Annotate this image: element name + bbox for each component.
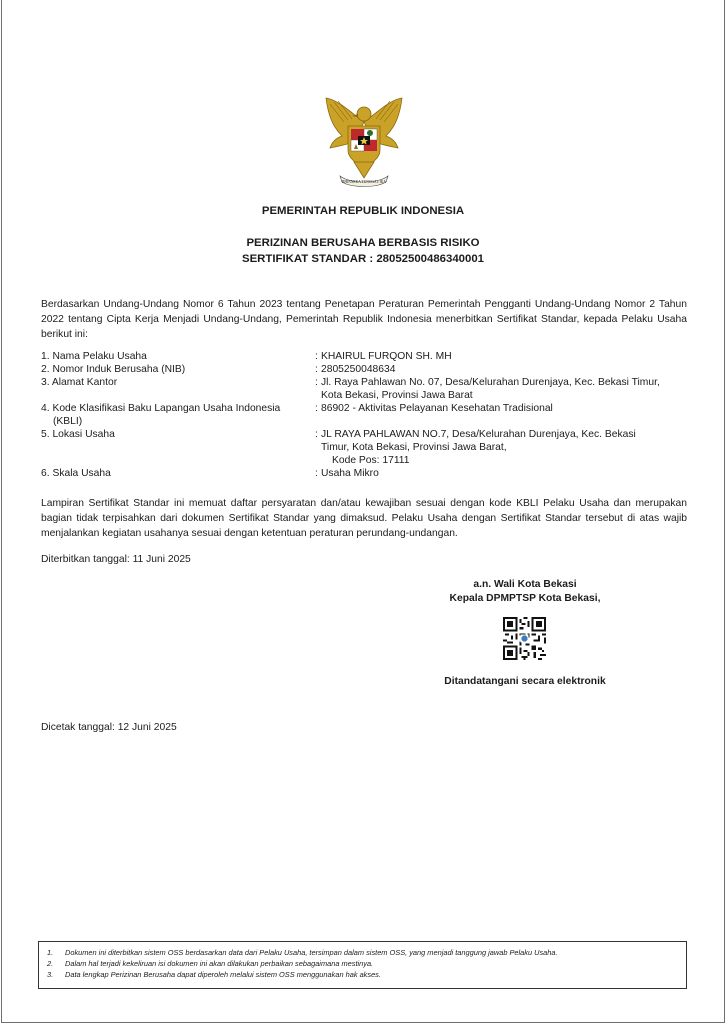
signatory-block <box>420 578 630 606</box>
field-colon: : <box>315 377 318 388</box>
field-row-location <box>41 428 687 467</box>
field-value: KHAIRUL FURQON SH. MH <box>321 351 452 362</box>
field-label: 3. Alamat Kantor <box>41 377 118 388</box>
field-colon: : <box>315 468 318 479</box>
electronic-signature-note: Ditandatangani secara elektronik <box>444 676 606 687</box>
printed-date: Dicetak tanggal: 12 Juni 2025 <box>41 722 177 733</box>
field-label: 5. Lokasi Usaha <box>41 429 115 440</box>
signatory-line: Kepala DPMPTSP Kota Bekasi, <box>449 593 601 604</box>
garuda-emblem-icon <box>318 92 410 188</box>
field-value: Kode Pos: 17111 <box>332 455 410 466</box>
field-value: Jl. Raya Pahlawan No. 07, Desa/Kelurahan Durenjaya, Kec. Bekasi Timur, <box>321 377 660 388</box>
footnote-item <box>47 969 678 980</box>
field-row-office-address <box>41 376 687 402</box>
footnote-item <box>47 958 678 969</box>
field-value: JL RAYA PAHLAWAN NO.7, Desa/Kelurahan Durenjaya, Kec. Bekasi <box>321 429 636 440</box>
field-colon: : <box>315 364 318 375</box>
issued-date: Diterbitkan tanggal: 11 Juni 2025 <box>41 554 191 565</box>
government-heading: PEMERINTAH REPUBLIK INDONESIA <box>261 205 465 217</box>
field-value: Timur, Kota Bekasi, Provinsi Jawa Barat, <box>321 442 507 453</box>
footnote-number: 3. <box>47 970 54 979</box>
field-value: Kota Bekasi, Provinsi Jawa Barat <box>321 390 473 401</box>
business-details <box>41 350 687 480</box>
field-value-group <box>321 428 687 467</box>
field-label: 2. Nomor Induk Berusaha (NIB) <box>41 364 186 375</box>
footnote-text: Data lengkap Perizinan Berusaha dapat diperoleh melalui sistem OSS menggunakan hak akses. <box>65 970 381 979</box>
field-colon: : <box>315 351 318 362</box>
footnote-number: 2. <box>47 959 54 968</box>
footnote-text: Dalam hal terjadi kekeliruan isi dokumen ini akan dilakukan perbaikan sebagaimana mestinya. <box>65 959 374 968</box>
footnote-number: 1. <box>47 948 54 957</box>
field-colon: : <box>315 429 318 440</box>
field-row-kbli <box>41 402 687 428</box>
field-label: 4. Kode Klasifikasi Baku Lapangan Usaha Indonesia <box>41 403 281 414</box>
field-colon: : <box>315 403 318 414</box>
certificate-number: SERTIFIKAT STANDAR : 28052500486340001 <box>241 253 485 265</box>
intro-paragraph: Berdasarkan Undang-Undang Nomor 6 Tahun 2023 tentang Penetapan Peraturan Pemerintah Pengganti Undang-Undang Nomor 2 Tahun 2022 tentang Cipta Kerja Menjadi Undang-Undang, Pemerintah Republik Indonesia menerbitkan Sertifikat Standar, kepada Pelaku Usaha berikut ini: <box>41 299 687 340</box>
field-row-scale <box>41 467 687 480</box>
field-row-name <box>41 350 687 363</box>
footnotes-box <box>38 941 687 989</box>
field-value: 2805250048634 <box>321 364 396 375</box>
field-label: 6. Skala Usaha <box>41 468 111 479</box>
field-label: 1. Nama Pelaku Usaha <box>41 351 147 362</box>
field-label-group <box>41 402 315 428</box>
document-title: PERIZINAN BERUSAHA BERBASIS RISIKO <box>246 237 480 249</box>
footnote-text: Dokumen ini diterbitkan sistem OSS berdasarkan data dari Pelaku Usaha, tersimpan dalam sistem OSS, yang menjadi tanggung jawab Pelaku Usaha. <box>65 948 558 957</box>
emblem-motto: BHINNEKA TUNGGAL IKA <box>342 180 386 184</box>
field-row-nib <box>41 363 687 376</box>
field-value: 86902 - Aktivitas Pelayanan Kesehatan Tradisional <box>321 403 553 414</box>
field-value-group <box>321 376 687 402</box>
signatory-line: a.n. Wali Kota Bekasi <box>473 579 577 590</box>
footnote-item <box>47 947 678 958</box>
qr-code-icon <box>503 617 546 660</box>
attachment-paragraph: Lampiran Sertifikat Standar ini memuat daftar persyaratan dan/atau kewajiban sesuai dengan kode KBLI Pelaku Usaha dan merupakan bagian tidak terpisahkan dari dokumen Sertifikat Standar yang dimaksud. Pelaku Usaha dengan Sertifikat Standar tersebut di atas wajib menjalankan kegiatan usahanya sesuai dengan ketentuan peraturan perundang-undangan. <box>41 498 687 539</box>
field-value: Usaha Mikro <box>321 468 379 479</box>
field-label: (KBLI) <box>53 416 83 427</box>
